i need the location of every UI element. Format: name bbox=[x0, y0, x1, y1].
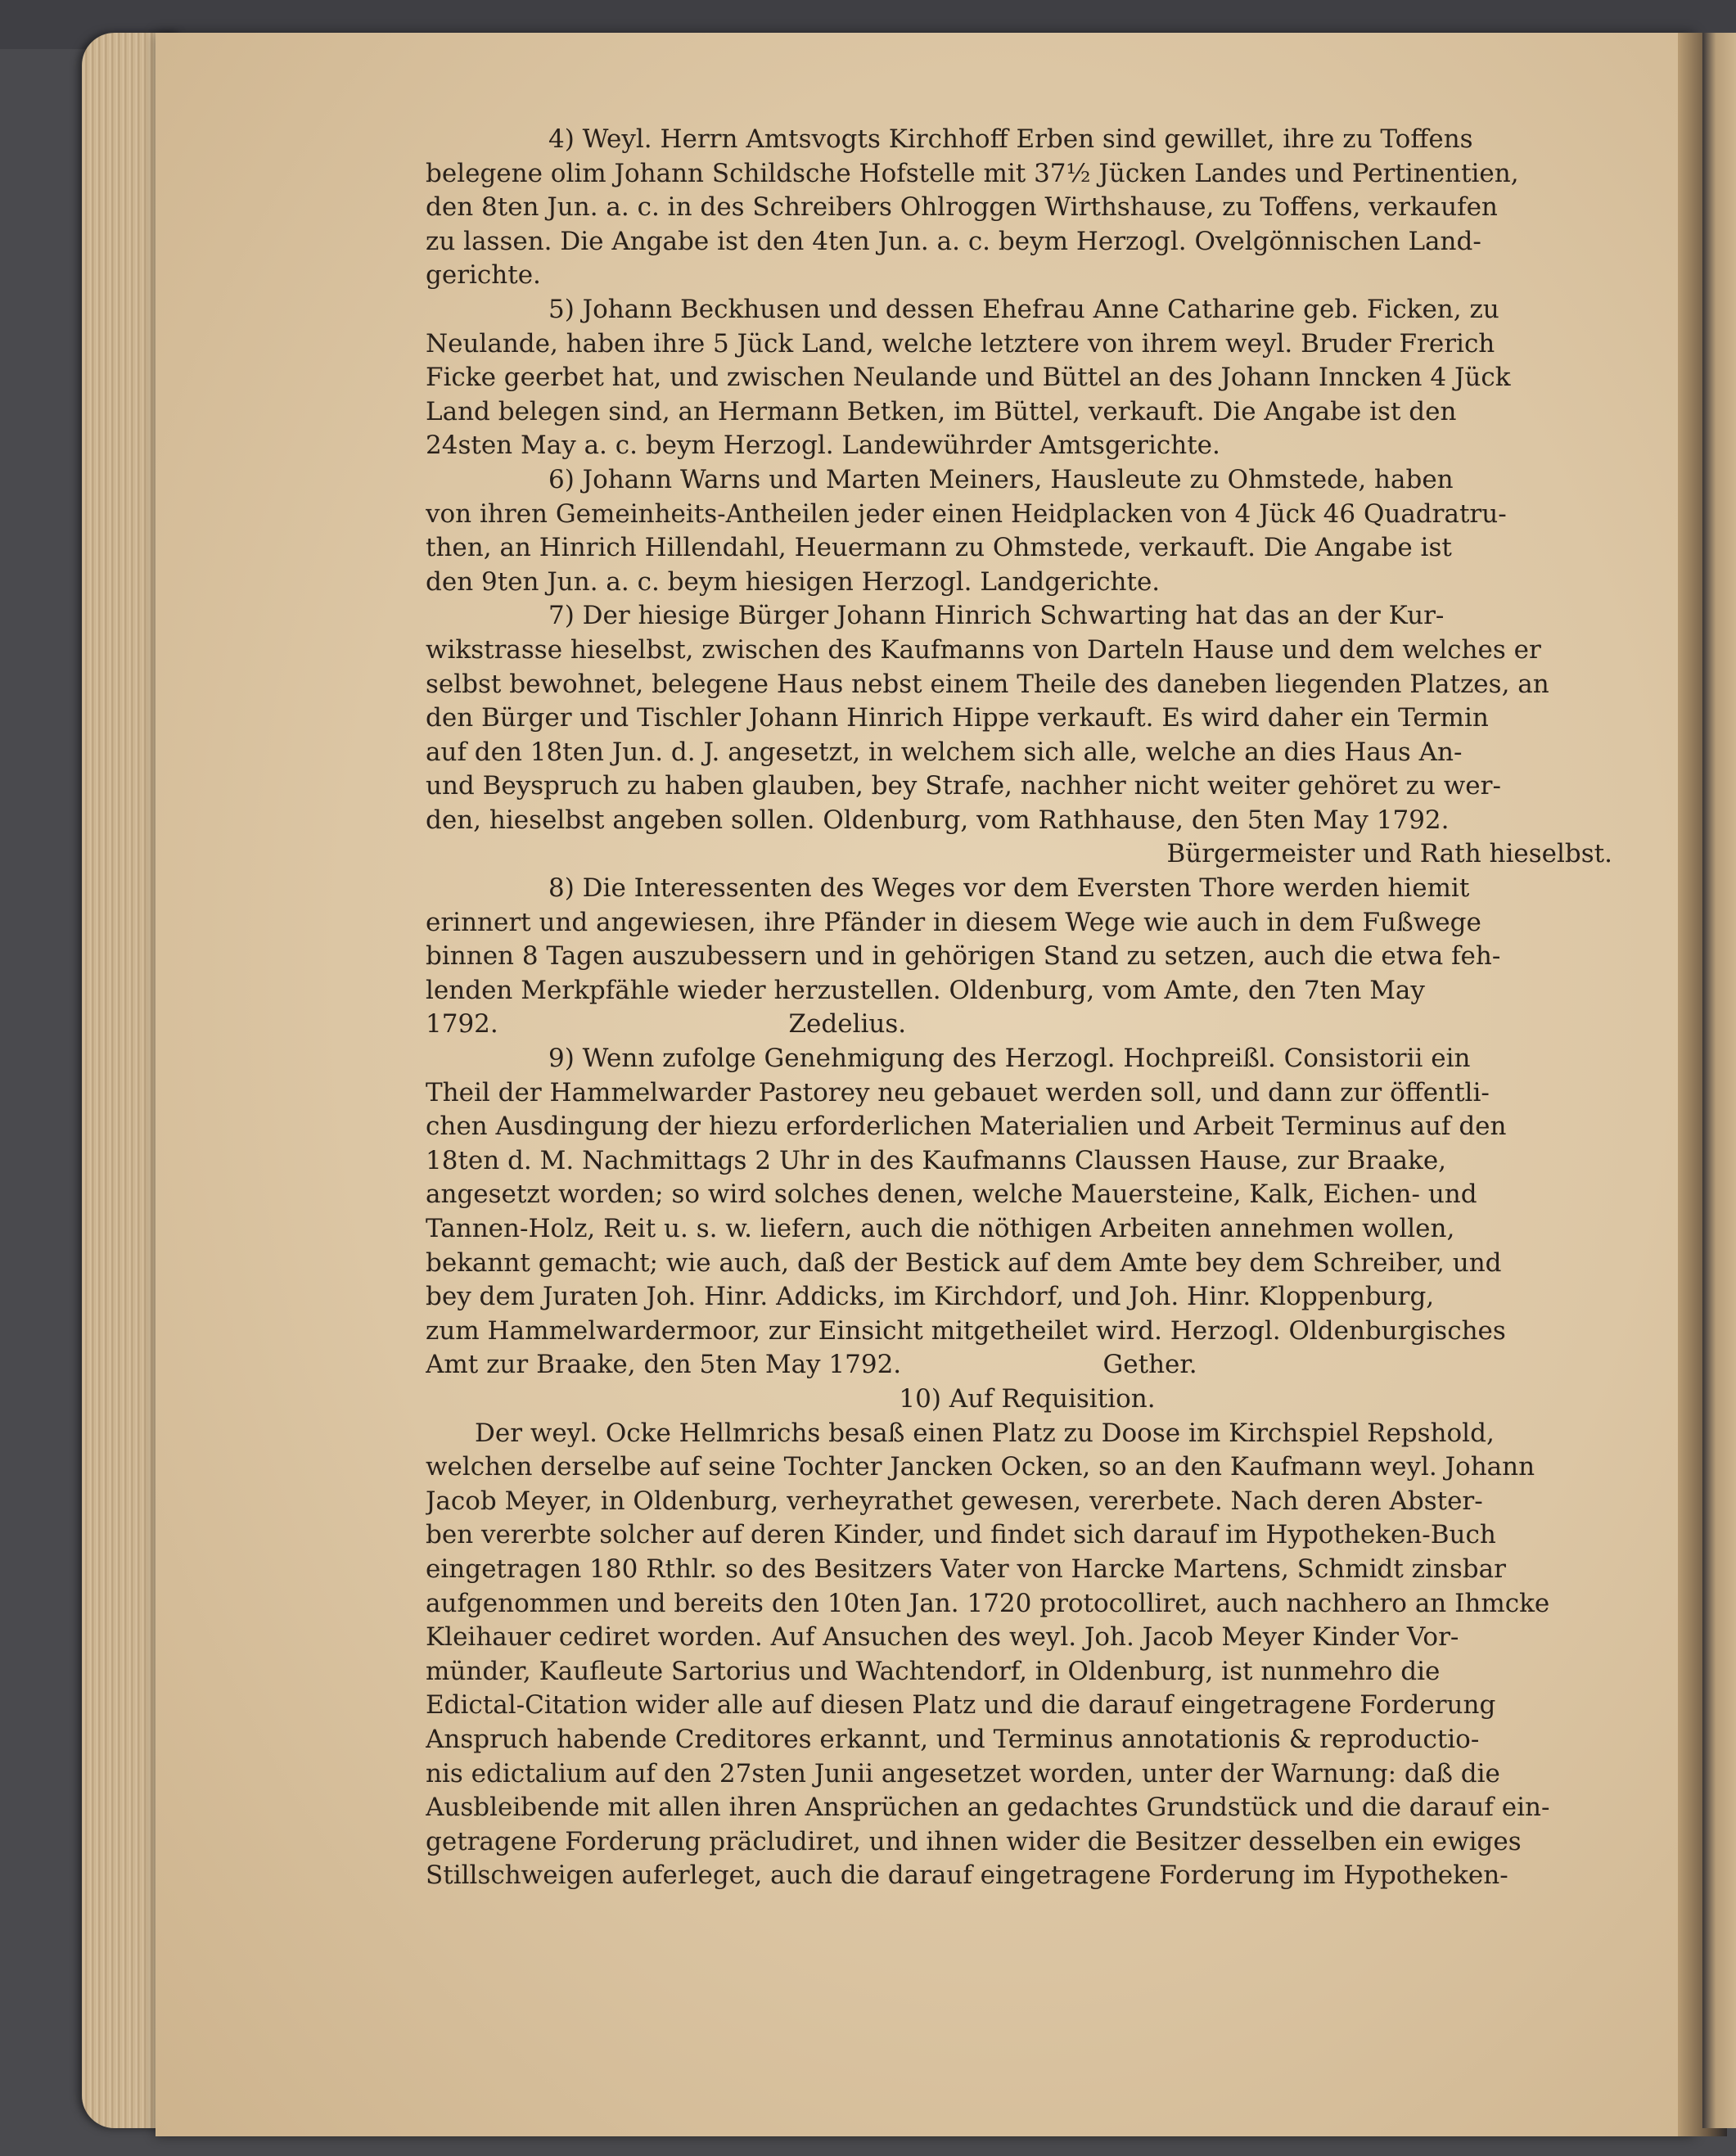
text-line: chen Ausdingung der hiezu erforderlichen Materialien und Arbeit Terminus auf den bbox=[426, 1112, 1507, 1142]
text-line: aufgenommen und bereits den 10ten Jan. 1720 protocolliret, auch nachhero an Ihmcke bbox=[426, 1588, 1550, 1618]
text-line: binnen 8 Tagen auszubessern und in gehörigen Stand zu setzen, auch die etwa feh- bbox=[426, 941, 1501, 972]
text-line: 7) Der hiesige Bürger Johann Hinrich Schwarting hat das an der Kur- bbox=[548, 601, 1445, 631]
text-line: lenden Merkpfähle wieder herzustellen. Oldenburg, vom Amte, den 7ten May bbox=[426, 975, 1425, 1005]
text-line: den Bürger und Tischler Johann Hinrich Hippe verkauft. Es wird daher ein Termin bbox=[426, 703, 1489, 733]
text-line: zum Hammelwardermoor, zur Einsicht mitgetheilet wird. Herzogl. Oldenburgisches bbox=[426, 1315, 1506, 1346]
facing-page-edge bbox=[1702, 33, 1736, 2128]
text-line: Kleihauer cediret worden. Auf Ansuchen des weyl. Joh. Jacob Meyer Kinder Vor- bbox=[426, 1622, 1459, 1653]
text-line: zu lassen. Die Angabe ist den 4ten Jun. a. c. beym Herzogl. Ovelgönnischen Land- bbox=[426, 226, 1481, 256]
text-line: Anspruch habende Creditores erkannt, und Terminus annotationis & reproductio- bbox=[426, 1724, 1480, 1754]
text-line: Tannen-Holz, Reit u. s. w. liefern, auch die nöthigen Arbeiten annehmen wollen, bbox=[426, 1214, 1455, 1243]
text-line: Der weyl. Ocke Hellmrichs besaß einen Platz zu Doose im Kirchspiel Repshold, bbox=[475, 1418, 1495, 1448]
text-line: Land belegen sind, an Hermann Betken, im Büttel, verkauft. Die Angabe ist den bbox=[426, 396, 1457, 426]
text-line: gerichte. bbox=[426, 260, 541, 291]
text-line: getragene Forderung präcludiret, und ihnen wider die Besitzer desselben ein ewiges bbox=[426, 1826, 1522, 1856]
text-line: nis edictalium auf den 27sten Junii angesetzet worden, unter der Warnung: daß die bbox=[426, 1758, 1500, 1788]
text-line: 4) Weyl. Herrn Amtsvogts Kirchhoff Erben sind gewillet, ihre zu Toffens bbox=[548, 124, 1473, 154]
text-line: auf den 18ten Jun. d. J. angesetzt, in welchem sich alle, welche an dies Haus An- bbox=[426, 737, 1463, 767]
text-line: Amt zur Braake, den 5ten May 1792. Gether. bbox=[426, 1350, 1197, 1380]
text-line: den 8ten Jun. a. c. in des Schreibers Ohlroggen Wirthshause, zu Toffens, verkaufen bbox=[426, 192, 1498, 223]
text-line: selbst bewohnet, belegene Haus nebst einem Theile des daneben liegenden Platzes, an bbox=[426, 669, 1549, 699]
text-line: erinnert und angewiesen, ihre Pfänder in diesem Wege wie auch in dem Fußwege bbox=[426, 907, 1481, 937]
text-line: Theil der Hammelwarder Pastorey neu gebauet werden soll, und dann zur öffentli- bbox=[426, 1077, 1490, 1107]
section-heading: 10) Auf Requisition. bbox=[899, 1383, 1156, 1414]
text-line: Edictal-Citation wider alle auf diesen Platz und die darauf eingetragene Forderung bbox=[426, 1690, 1496, 1721]
text-line: belegene olim Johann Schildsche Hofstelle mit 37½ Jücken Landes und Pertinentien, bbox=[426, 158, 1519, 188]
text-line: 5) Johann Beckhusen und dessen Ehefrau Anne Catharine geb. Ficken, zu bbox=[548, 294, 1499, 324]
text-line: 9) Wenn zufolge Genehmigung des Herzogl. Hochpreißl. Consistorii ein bbox=[548, 1044, 1471, 1074]
text-line: 6) Johann Warns und Marten Meiners, Hausleute zu Ohmstede, haben bbox=[548, 464, 1454, 494]
text-line: Bürgermeister und Rath hieselbst. bbox=[1166, 839, 1612, 869]
text-line: welchen derselbe auf seine Tochter Jancken Ocken, so an den Kaufmann weyl. Johann bbox=[426, 1452, 1535, 1482]
text-line: Jacob Meyer, in Oldenburg, verheyrathet gewesen, vererbete. Nach deren Abster- bbox=[426, 1486, 1483, 1516]
text-line: Ausbleibende mit allen ihren Ansprüchen an gedachtes Grundstück und die darauf ein- bbox=[426, 1793, 1550, 1823]
text-line: den, hieselbst angeben sollen. Oldenburg, vom Rathhause, den 5ten May 1792. bbox=[426, 805, 1450, 835]
text-line: wikstrasse hieselbst, zwischen des Kaufmanns von Darteln Hause und dem welches er bbox=[426, 634, 1541, 665]
text-line: Stillschweigen auferleget, auch die darauf eingetragene Forderung im Hypotheken- bbox=[426, 1861, 1508, 1891]
text-line: von ihren Gemeinheits-Antheilen jeder einen Heidplacken von 4 Jück 46 Quadratru- bbox=[426, 498, 1507, 529]
text-line: then, an Hinrich Hillendahl, Heuermann zu Ohmstede, verkauft. Die Angabe ist bbox=[426, 533, 1452, 563]
text-line: Neulande, haben ihre 5 Jück Land, welche letztere von ihrem weyl. Bruder Frerich bbox=[426, 328, 1495, 359]
page-text bbox=[426, 123, 1629, 1893]
text-line: angesetzt worden; so wird solches denen, welche Mauersteine, Kalk, Eichen- und bbox=[426, 1179, 1477, 1210]
text-line: Ficke geerbet hat, und zwischen Neulande und Büttel an des Johann Inncken 4 Jück bbox=[426, 363, 1511, 393]
text-line: eingetragen 180 Rthlr. so des Besitzers Vater von Harcke Martens, Schmidt zinsbar bbox=[426, 1554, 1506, 1584]
text-line: 18ten d. M. Nachmittags 2 Uhr in des Kaufmanns Claussen Hause, zur Braake, bbox=[426, 1145, 1447, 1175]
text-line: den 9ten Jun. a. c. beym hiesigen Herzogl. Landgerichte. bbox=[426, 566, 1161, 597]
text-line: bey dem Juraten Joh. Hinr. Addicks, im Kirchdorf, und Joh. Hinr. Kloppenburg, bbox=[426, 1282, 1435, 1312]
text-line: münder, Kaufleute Sartorius und Wachtendorf, in Oldenburg, ist nunmehro die bbox=[426, 1656, 1441, 1686]
text-line: 1792. Zedelius. bbox=[426, 1009, 907, 1040]
text-line: 24sten May a. c. beym Herzogl. Landewührder Amtsgerichte. bbox=[426, 431, 1220, 461]
text-line: 8) Die Interessenten des Weges vor dem Eversten Thore werden hiemit bbox=[548, 873, 1470, 904]
text-line: bekannt gemacht; wie auch, daß der Bestick auf dem Amte bey dem Schreiber, und bbox=[426, 1247, 1502, 1278]
text-line: ben vererbte solcher auf deren Kinder, und findet sich darauf im Hypotheken-Buch bbox=[426, 1520, 1496, 1550]
text-line: und Beyspruch zu haben glauben, bey Strafe, nachher nicht weiter gehöret zu wer- bbox=[426, 771, 1501, 801]
